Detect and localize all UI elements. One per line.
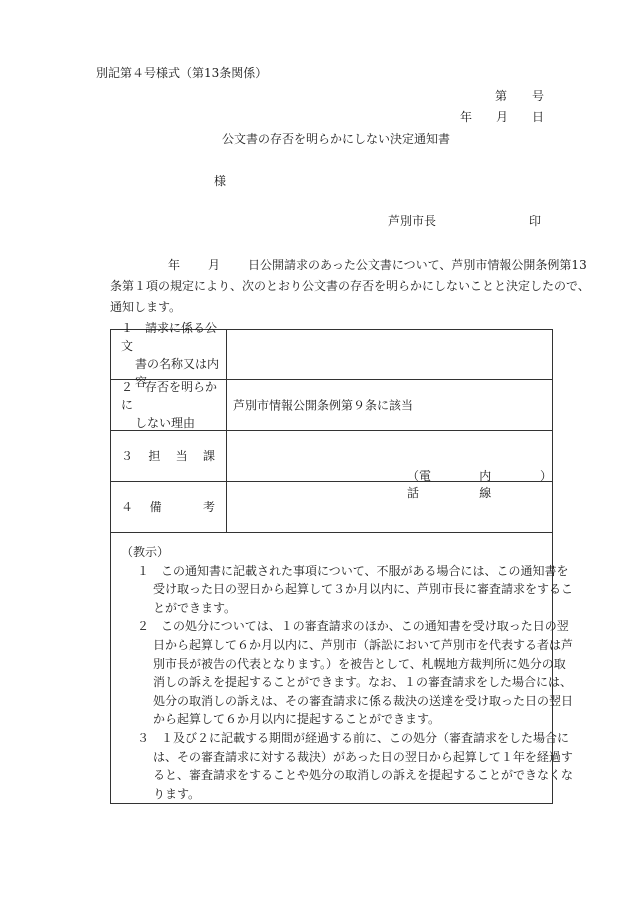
number-suffix: 号	[532, 89, 545, 103]
table-row-reason	[111, 380, 553, 431]
intro-line1: 日公開請求のあった公文書について、芦別市情報公開条例第13	[248, 258, 587, 272]
row2-label-cell	[111, 380, 227, 431]
intro-month: 月	[208, 258, 221, 272]
note1-line1: この通知書に記載された事項について、不服がある場合には、この通知書を	[161, 563, 569, 578]
phone-label: （電話	[407, 469, 432, 500]
note2-line2: 日から起算して６か月以内に、芦別市（訴訟において芦別市を代表する者は芦	[153, 637, 574, 652]
date-year-label: 年	[460, 110, 473, 124]
table-row-notes	[111, 533, 553, 804]
note1-num: １	[137, 563, 150, 578]
note3-line1: １及び２に記載する期間が経過する前に、この処分（審査請求をした場合に	[161, 730, 570, 745]
sender-title: 芦別市長	[388, 214, 437, 228]
note3-line4: ります。	[153, 786, 201, 801]
row4-label-char1: 備	[149, 500, 162, 514]
intro-line3: 通知します。	[110, 300, 182, 314]
note2-line3: 別市長が被告の代表となります。）を被告として、札幌地方裁判所に処分の取	[153, 656, 566, 671]
intro-line2: 条第１項の規定により、次のとおり公文書の存否を明らかにしないことと決定したので、	[110, 279, 590, 293]
recipient-honorific: 様	[214, 174, 227, 188]
row1-num: １	[121, 320, 134, 335]
form-title: 別記第４号様式（第13条関係）	[96, 66, 268, 80]
row2-value: 芦別市情報公開条例第９条に該当	[233, 398, 414, 413]
intro-paragraph	[110, 255, 590, 318]
note2-line1: この処分については、１の審査請求のほか、この通知書を受け取った日の翌	[161, 619, 569, 634]
row4-label-char2: 考	[202, 500, 215, 514]
phone-close-paren: ）	[539, 469, 552, 483]
notes-cell	[111, 533, 574, 804]
row1-label-cell	[111, 320, 227, 389]
date-month-label: 月	[496, 110, 509, 124]
extension-label: 内線	[479, 469, 492, 500]
note3-line2: は、その審査請求に対する裁決）があった日の翌日から起算して１年を経過す	[153, 749, 573, 764]
row3-label-char1: 担	[148, 449, 161, 463]
row2-num: ２	[121, 380, 134, 394]
row1-label-line2: 書の名称又は内容	[135, 356, 220, 389]
note2-line5: 処分の取消しの訴えは、その審査請求に係る裁決の送達を受け取った日の翌日	[153, 693, 574, 708]
row2-label-line1: 存否を明らかに	[121, 380, 218, 412]
row3-num: ３	[121, 449, 134, 463]
note3-line3: ると、審査請求をすることや処分の取消しの訴えを提起することができなくな	[153, 768, 574, 783]
seal-mark: 印	[529, 214, 542, 228]
notice-table	[110, 320, 574, 804]
row3-value-cell	[227, 431, 553, 500]
row2-value-cell	[227, 380, 553, 431]
number-label: 第	[495, 89, 508, 103]
row2-label-line2: しない理由	[135, 416, 196, 430]
row4-num: ４	[121, 500, 134, 514]
row3-label-char2: 当	[175, 449, 188, 463]
row1-value-cell	[227, 330, 553, 380]
note2-num: ２	[137, 619, 150, 634]
date-day-label: 日	[532, 110, 545, 124]
row3-label-cell	[111, 431, 227, 482]
row1-label-line1: 請求に係る公文	[121, 320, 218, 353]
note3-num: ３	[137, 730, 150, 745]
row4-label-cell	[111, 482, 227, 533]
notes-heading: （教示）	[121, 545, 170, 559]
note1-line2: 受け取った日の翌日から起算して３か月以内に、芦別市長に審査請求をするこ	[153, 582, 574, 597]
table-row-request	[111, 330, 553, 380]
table-row-department	[111, 431, 553, 482]
note1-line3: とができます。	[153, 600, 237, 615]
row3-label-char3: 課	[202, 449, 215, 463]
note2-line6: から起算して６か月以内に提起することができます。	[153, 712, 441, 727]
intro-year: 年	[168, 258, 181, 272]
table-row-remarks	[111, 482, 553, 533]
row4-value-cell	[227, 482, 553, 533]
document-title: 公文書の存否を明らかにしない決定通知書	[222, 132, 451, 146]
note2-line4: 消しの訴えを提起することができます。なお、１の審査請求をした場合には、	[153, 675, 573, 690]
